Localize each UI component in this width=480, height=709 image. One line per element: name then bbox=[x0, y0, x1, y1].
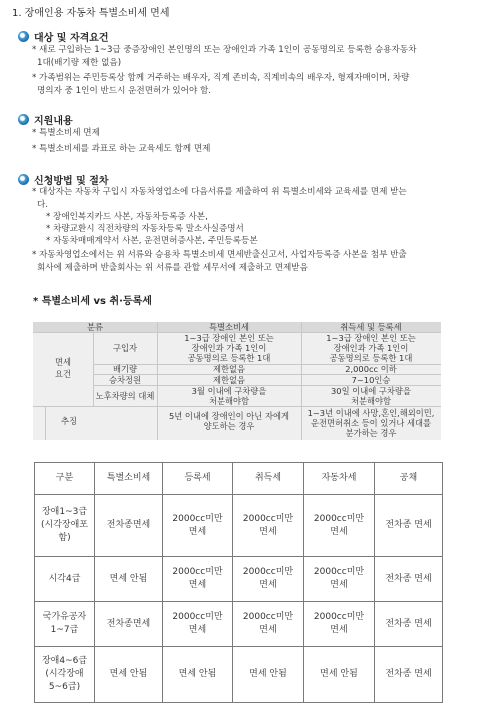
table-header-row bbox=[35, 463, 443, 495]
table-cell: 2000cc미만 면세 bbox=[163, 495, 233, 557]
comparison-subtitle: * 특별소비세 vs 취·등록세 bbox=[33, 296, 152, 307]
table-cell: 전차종면세 bbox=[95, 495, 163, 557]
column-header: 구분 bbox=[35, 463, 95, 495]
group-label: 면세 bbox=[54, 357, 72, 367]
row-label: 구입자 bbox=[112, 343, 138, 353]
table-row bbox=[35, 557, 443, 602]
header-category: 분류 bbox=[86, 322, 104, 332]
table-cell: 2000cc미만 면세 bbox=[163, 602, 233, 647]
column-header: 공채 bbox=[375, 463, 443, 495]
text-line: * 대상자는 자동차 구입시 자동차영업소에 다음서류를 제출하여 위 특별소비세와 교육세를 면제 받는 bbox=[32, 187, 407, 197]
table-cell: 2000cc미만 면세 bbox=[304, 495, 375, 557]
row-label: 노후차량의 대체 bbox=[95, 391, 155, 401]
text-line: * 장애인복지카드 사본, 자동차등록증 사본, bbox=[46, 212, 208, 222]
table-cell: 전차종 면세 bbox=[375, 602, 443, 647]
column-header: 취득세 bbox=[233, 463, 304, 495]
row-label: 배기량 bbox=[112, 364, 138, 374]
cell: 1~3급 장애인 본인 또는 장애인과 가족 1인이 공동명의로 등록한 1대 bbox=[184, 333, 274, 363]
table-cell: 국가유공자 1~7급 bbox=[35, 602, 95, 647]
table-row bbox=[35, 602, 443, 647]
table-cell: 전차종면세 bbox=[95, 602, 163, 647]
text-line: * 새로 구입하는 1~3급 중증장애인 본인명의 또는 장애인과 가족 1인이 공동명의로 등록한 승용자동차 bbox=[32, 45, 417, 55]
text-line: * 특별소비세 면제 bbox=[32, 128, 100, 138]
table-cell: 2000cc미만 면세 bbox=[233, 602, 304, 647]
cell: 1~3급 장애인 본인 또는 장애인과 가족 1인이 공동명의로 등록한 1대 bbox=[326, 333, 416, 363]
bullet-circle-icon bbox=[18, 114, 29, 125]
table-cell: 장애1~3급 (시각장애포 함) bbox=[35, 495, 95, 557]
cell: 3월 이내에 구차량을 처분해야함 bbox=[191, 386, 267, 406]
text-line: * 가족범위는 주민등록상 함께 거주하는 배우자, 직계 존비속, 직계비속의 배우자, 형제자매이며, 차량 bbox=[32, 73, 410, 83]
text-line: * 특별소비세를 과표로 하는 교육세도 함께 면제 bbox=[32, 144, 211, 154]
text-line: 다. bbox=[37, 200, 49, 210]
bullet-circle-icon bbox=[18, 174, 29, 185]
table-cell: 면세 안됨 bbox=[304, 647, 375, 703]
table-cell: 면세 안됨 bbox=[163, 647, 233, 703]
section-procedure bbox=[18, 172, 109, 187]
tax-table bbox=[34, 462, 443, 703]
text-line: 1대(배기량 제한 없음) bbox=[37, 58, 122, 68]
table-cell: 면세 안됨 bbox=[233, 647, 304, 703]
table-cell: 2000cc미만 면세 bbox=[304, 557, 375, 602]
table-cell: 면세 안됨 bbox=[95, 647, 163, 703]
cell: 제한없음 bbox=[212, 375, 246, 385]
section-heading: 지원내용 bbox=[34, 116, 73, 127]
table-cell: 장애4~6급 (시각장애 5~6급) bbox=[35, 647, 95, 703]
section-eligibility bbox=[18, 29, 109, 44]
table-row bbox=[35, 647, 443, 703]
section-heading: 대상 및 자격요건 bbox=[34, 33, 109, 44]
cell: 1~3년 이내에 사망,혼인,해외이민, 운전면허취소 등이 있거나 세대를 분가하는 경우 bbox=[307, 408, 435, 438]
section-heading: 신청방법 및 절차 bbox=[34, 176, 109, 187]
column-header: 등록세 bbox=[163, 463, 233, 495]
cell: 30일 이내에 구차량을 처분해야함 bbox=[331, 386, 411, 406]
table-row bbox=[35, 495, 443, 557]
page-title: 1. 장애인용 자동차 특별소비세 면세 bbox=[12, 8, 170, 19]
column-header: 자동차세 bbox=[304, 463, 375, 495]
table-cell: 2000cc미만 면세 bbox=[233, 495, 304, 557]
bullet-circle-icon bbox=[18, 31, 29, 42]
table-cell: 2000cc미만 면세 bbox=[304, 602, 375, 647]
section-support bbox=[18, 112, 73, 127]
cell: 5년 이내에 장애인이 아닌 자에게 양도하는 경우 bbox=[168, 411, 290, 431]
text-line: 명의자 중 1인이 반드시 운전면허가 있어야 함. bbox=[37, 86, 212, 96]
header-special-tax: 특별소비세 bbox=[208, 322, 250, 332]
table-cell: 시각4급 bbox=[35, 557, 95, 602]
table-cell: 2000cc미만 면세 bbox=[233, 557, 304, 602]
text-line: * 자동차영업소에서는 위 서류와 승용차 특별소비세 면세반출신고서, 사업자등록증 사본을 첨부 반출 bbox=[32, 250, 407, 260]
table-cell: 전차종 면세 bbox=[375, 557, 443, 602]
row-label: 추징 bbox=[60, 416, 78, 426]
text-line: 회사에 제출하며 반출회사는 위 서류를 관할 세무서에 제출하고 면제받음 bbox=[37, 263, 308, 273]
cell: 7~10인승 bbox=[351, 375, 391, 385]
cell: 2,000cc 이하 bbox=[345, 364, 397, 374]
table-cell: 면세 안됨 bbox=[95, 557, 163, 602]
text-line: * 차량교환시 직전차량의 자동차등록 말소사실증명서 bbox=[46, 224, 244, 234]
row-label: 승차정원 bbox=[108, 375, 142, 385]
table-cell: 전차종 면세 bbox=[375, 495, 443, 557]
text-line: * 자동차매매계약서 사본, 운전면허증사본, 주민등록등본 bbox=[46, 236, 258, 246]
group-label: 요건 bbox=[54, 369, 72, 379]
table-cell: 2000cc미만 면세 bbox=[163, 557, 233, 602]
cell: 제한없음 bbox=[212, 364, 246, 374]
header-acquisition-tax: 취득세 및 등록세 bbox=[340, 322, 402, 332]
column-header: 특별소비세 bbox=[95, 463, 163, 495]
comparison-table bbox=[33, 322, 441, 440]
table-cell: 전차종 면세 bbox=[375, 647, 443, 703]
